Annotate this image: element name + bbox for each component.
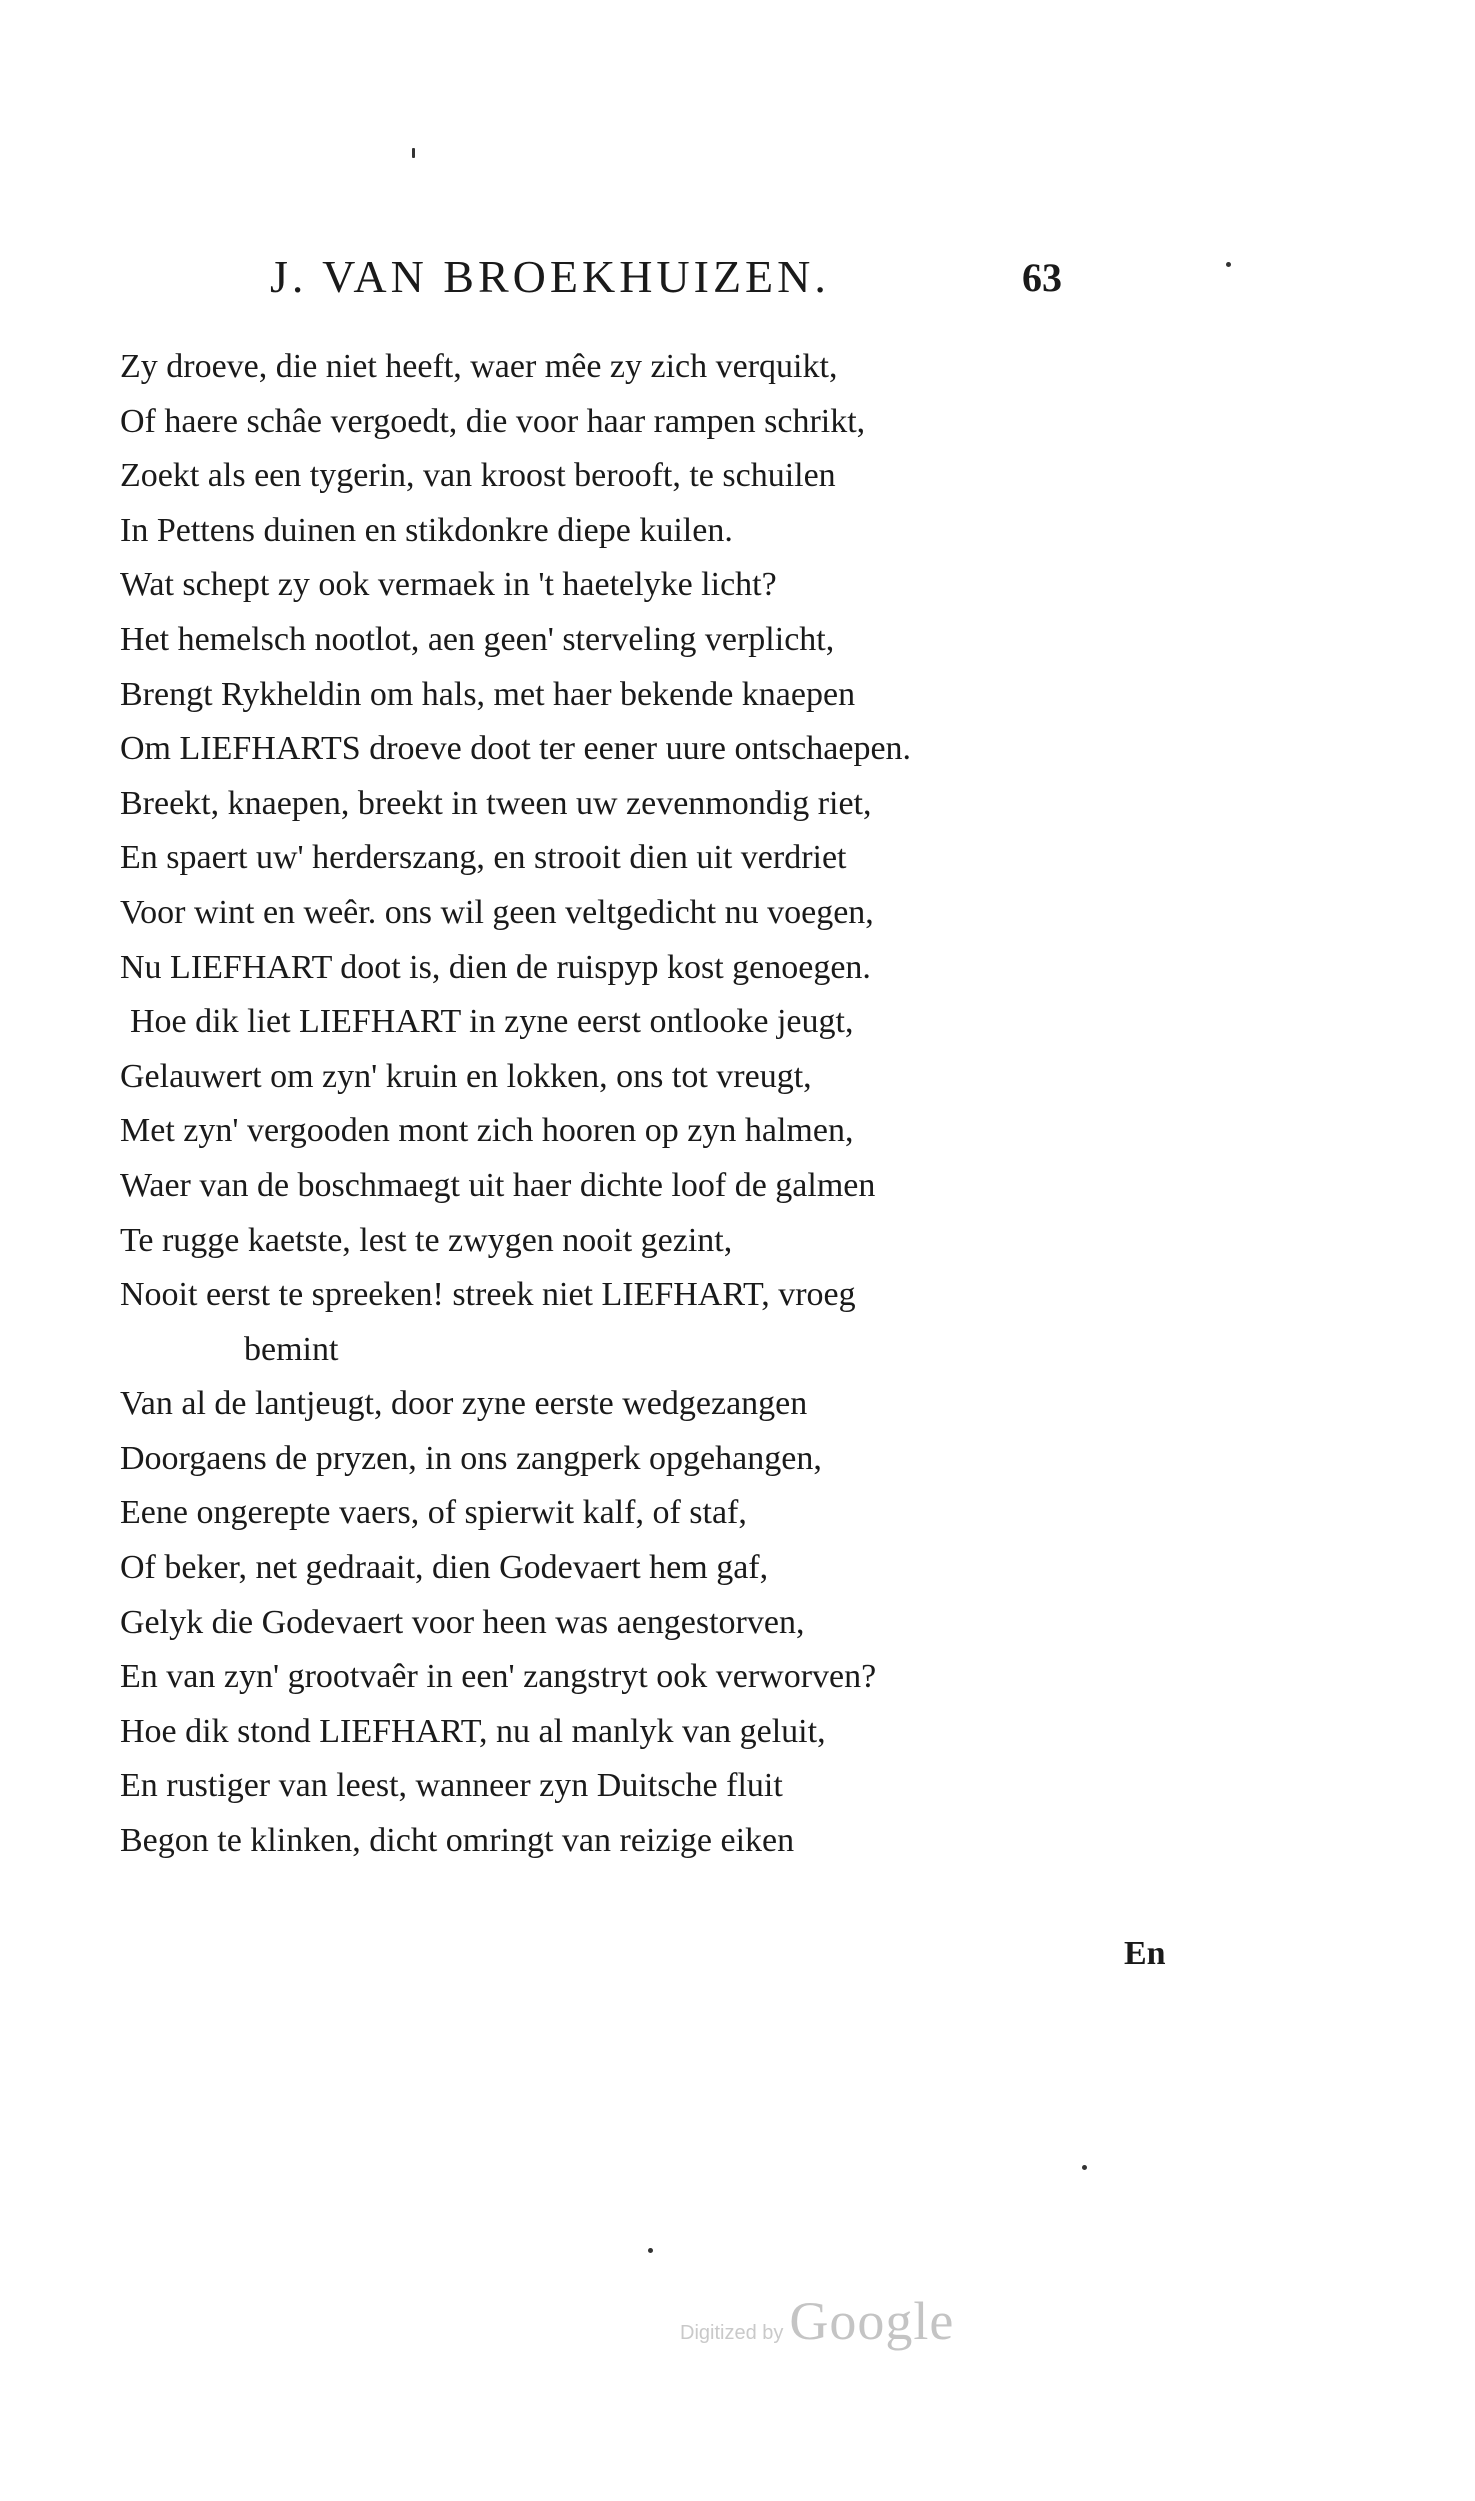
- poem-line: Hoe dik stond LIEFHART, nu al manlyk van geluit,: [120, 1712, 826, 1750]
- poem-line: En spaert uw' herderszang, en strooit dien uit verdriet: [120, 839, 847, 877]
- poem-line: Gelauwert om zyn' kruin en lokken, ons tot vreugt,: [120, 1057, 812, 1095]
- poem-line: Om LIEFHARTS droeve doot ter eener uure ontschaepen.: [120, 730, 912, 768]
- poem-line: Nooit eerst te spreeken! streek niet LIEFHART, vroeg: [120, 1276, 856, 1314]
- poem-text: [120, 340, 1180, 1869]
- page-header: [270, 250, 1170, 330]
- poem-line: Hoe dik liet LIEFHART in zyne eerst ontlooke jeugt,: [130, 1003, 854, 1041]
- poem-line: Eene ongerepte vaers, of spierwit kalf, of staf,: [120, 1494, 747, 1532]
- google-logo: Google: [789, 2291, 955, 2351]
- poem-line: Brengt Rykheldin om hals, met haer bekende knaepen: [120, 675, 856, 713]
- poem-line: Zoekt als een tygerin, van kroost berooft, te schuilen: [120, 457, 836, 495]
- poem-line: En rustiger van leest, wanneer zyn Duitsche fluit: [120, 1767, 783, 1805]
- page-number: 63: [1022, 255, 1062, 300]
- poem-line: En van zyn' grootvaêr in een' zangstryt ook verworven?: [120, 1658, 877, 1696]
- catchword: En: [1124, 1935, 1166, 1972]
- poem-line-continuation: bemint: [244, 1330, 339, 1368]
- poem-line: Te rugge kaetste, lest te zwygen nooit gezint,: [120, 1221, 733, 1259]
- poem-line: Nu LIEFHART doot is, dien de ruispyp kost genoegen.: [120, 948, 871, 986]
- running-head: J. VAN BROEKHUIZEN.: [270, 251, 830, 302]
- poem-line: In Pettens duinen en stikdonkre diepe kuilen.: [120, 511, 733, 549]
- poem-line: Waer van de boschmaegt uit haer dichte loof de galmen: [120, 1166, 876, 1204]
- scan-speck: [1082, 2165, 1087, 2170]
- poem-line: Voor wint en weêr. ons wil geen veltgedicht nu voegen,: [120, 893, 874, 931]
- poem-line: Breekt, knaepen, breekt in tween uw zevenmondig riet,: [120, 784, 872, 822]
- poem-line: Het hemelsch nootlot, aen geen' sterveling verplicht,: [120, 620, 835, 658]
- poem-line: Of haere schâe vergoedt, die voor haar rampen schrikt,: [120, 402, 866, 440]
- scan-speck: [412, 148, 415, 158]
- poem-line: Of beker, net gedraait, dien Godevaert hem gaf,: [120, 1549, 769, 1587]
- poem-line: Gelyk die Godevaert voor heen was aengestorven,: [120, 1603, 805, 1641]
- poem-line: Van al de lantjeugt, door zyne eerste wedgezangen: [120, 1385, 808, 1423]
- poem-line: Begon te klinken, dicht omringt van reizige eiken: [120, 1822, 795, 1860]
- poem-line: Doorgaens de pryzen, in ons zangperk opgehangen,: [120, 1439, 822, 1477]
- poem-line: Met zyn' vergooden mont zich hooren op zyn halmen,: [120, 1112, 854, 1150]
- scan-speck: [1226, 262, 1231, 267]
- watermark-prefix: Digitized by: [680, 2322, 784, 2344]
- scan-speck: [648, 2248, 653, 2253]
- google-watermark: [680, 2290, 954, 2352]
- poem-line: Wat schept zy ook vermaek in 't haetelyke licht?: [120, 566, 777, 604]
- poem-line: Zy droeve, die niet heeft, waer mêe zy zich verquikt,: [120, 348, 838, 385]
